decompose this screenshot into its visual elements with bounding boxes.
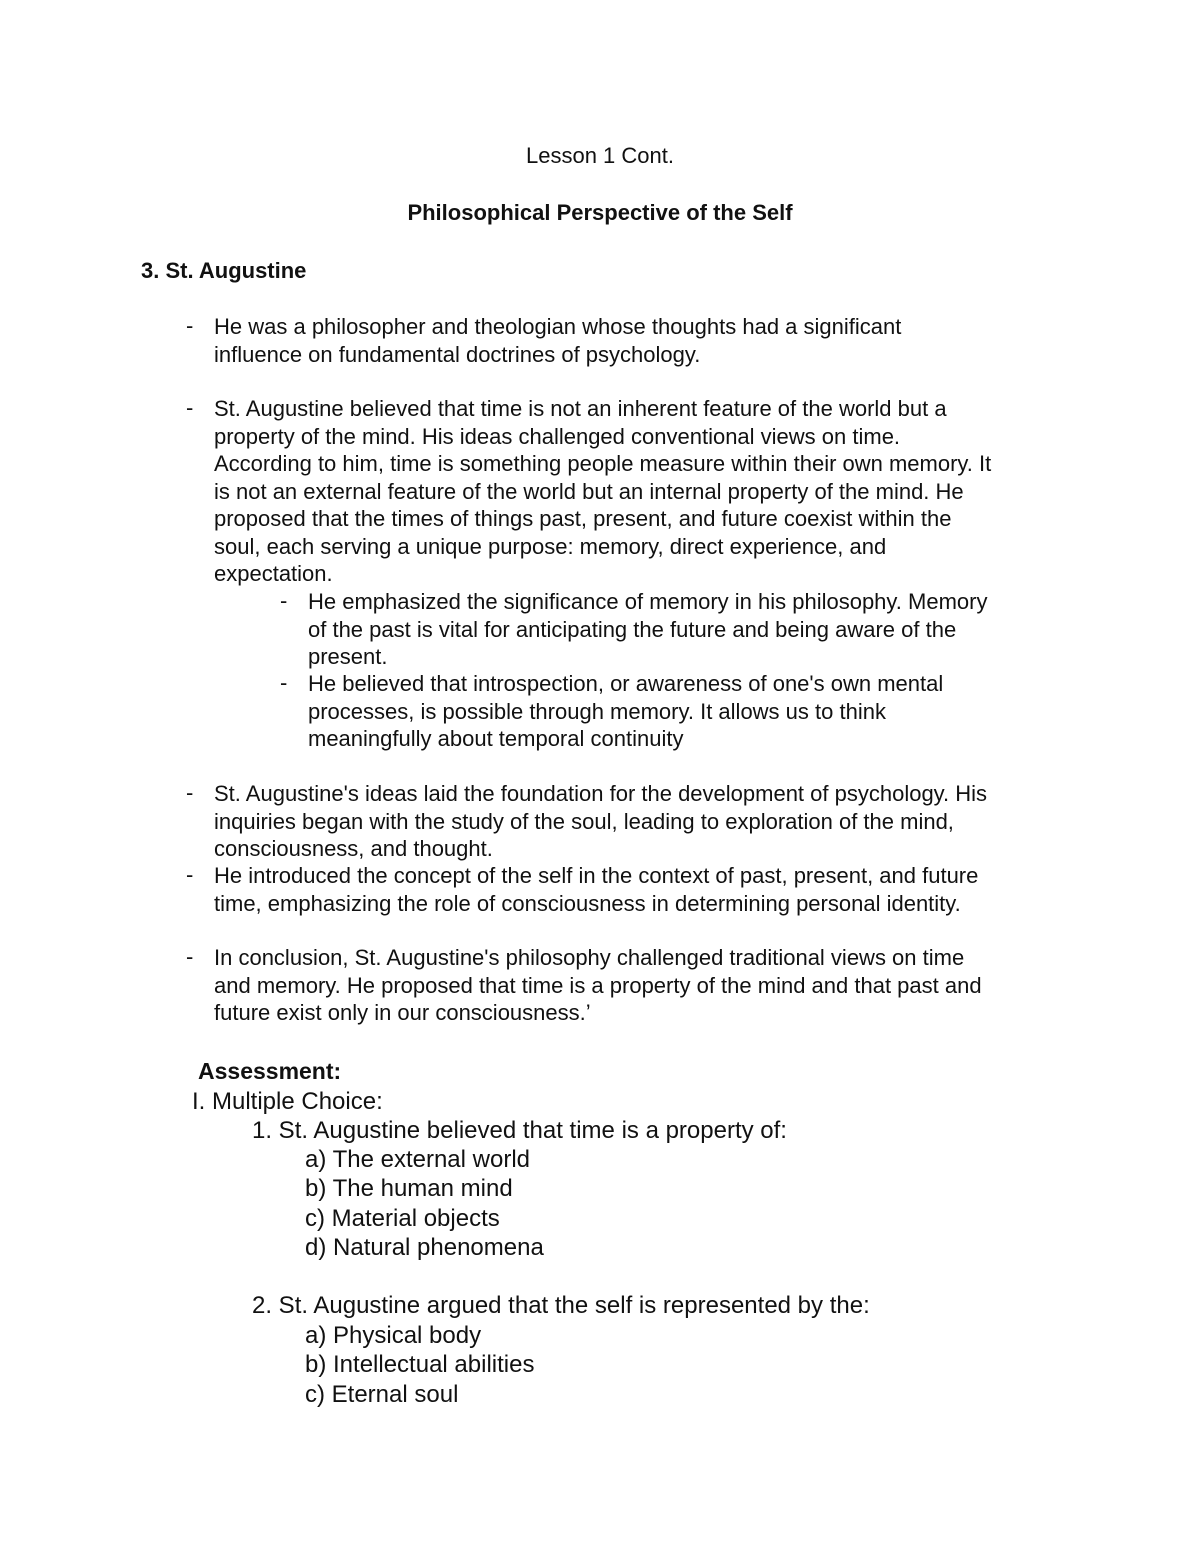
- bullet-line: and memory. He proposed that time is a property of the mind and that past and: [214, 972, 982, 998]
- bullet-line: property of the mind. His ideas challenged conventional views on time.: [214, 423, 901, 449]
- lesson-label: Lesson 1 Cont.: [526, 143, 674, 168]
- bullet-line: meaningfully about temporal continuity: [308, 726, 684, 751]
- bullet-line: According to him, time is something people measure within their own memory. It: [214, 451, 992, 476]
- dash-marker: -: [186, 395, 194, 420]
- bullet-item: [186, 862, 979, 917]
- sub-bullet-item: [280, 670, 944, 753]
- bullet-line: of the past is vital for anticipating the future and being aware of the: [308, 616, 957, 642]
- dash-marker: -: [186, 862, 194, 887]
- question-2-option: c) Eternal soul: [305, 1381, 459, 1408]
- bullet-item: [186, 944, 982, 1027]
- bullet-line: future exist only in our consciousness.’: [214, 1000, 591, 1025]
- dash-marker: -: [280, 588, 288, 613]
- question-2: 2. St. Augustine argued that the self is represented by the:: [252, 1292, 870, 1319]
- dash-marker: -: [186, 780, 194, 805]
- bullet-item: [186, 780, 988, 863]
- bullet-line: inquiries began with the study of the soul, leading to exploration of the mind,: [214, 808, 954, 834]
- dash-marker: -: [186, 313, 194, 338]
- section-heading: 3. St. Augustine: [141, 258, 307, 283]
- bullet-line: time, emphasizing the role of consciousness in determining personal identity.: [214, 890, 961, 916]
- bullet-line: proposed that the times of things past, present, and future coexist within the: [214, 506, 952, 531]
- bullet-line: He introduced the concept of the self in the context of past, present, and future: [214, 863, 979, 888]
- bullet-line: soul, each serving a unique purpose: memory, direct experience, and: [214, 533, 887, 559]
- bullet-line: He believed that introspection, or awareness of one's own mental: [308, 671, 944, 696]
- bullet-line: St. Augustine believed that time is not an inherent feature of the world but a: [214, 396, 947, 421]
- question-2-option: b) Intellectual abilities: [305, 1351, 535, 1378]
- multiple-choice-heading: I. Multiple Choice:: [192, 1088, 383, 1115]
- bullet-line: present.: [308, 644, 388, 669]
- bullet-line: expectation.: [214, 561, 333, 586]
- assessment-title: Assessment:: [198, 1058, 342, 1084]
- bullet-line: influence on fundamental doctrines of psychology.: [214, 341, 701, 367]
- question-1-option: b) The human mind: [305, 1175, 513, 1202]
- question-2-option: a) Physical body: [305, 1322, 482, 1349]
- bullet-line: processes, is possible through memory. It allows us to think: [308, 698, 886, 724]
- sub-bullet-item: [280, 588, 988, 671]
- question-1-option: d) Natural phenomena: [305, 1234, 544, 1261]
- question-1-option: a) The external world: [305, 1146, 530, 1173]
- question-1: 1. St. Augustine believed that time is a property of:: [252, 1117, 787, 1144]
- document-title: Philosophical Perspective of the Self: [407, 200, 793, 225]
- bullet-line: is not an external feature of the world but an internal property of the mind. He: [214, 478, 964, 504]
- question-1-option: c) Material objects: [305, 1205, 500, 1232]
- bullet-line: consciousness, and thought.: [214, 836, 493, 861]
- dash-marker: -: [186, 944, 194, 969]
- dash-marker: -: [280, 670, 288, 695]
- bullet-line: He emphasized the significance of memory in his philosophy. Memory: [308, 589, 988, 614]
- bullet-line: He was a philosopher and theologian whose thoughts had a significant: [214, 314, 902, 339]
- bullet-line: St. Augustine's ideas laid the foundation for the development of psychology. His: [214, 781, 988, 806]
- bullet-item: [186, 395, 992, 588]
- bullet-line: In conclusion, St. Augustine's philosophy challenged traditional views on time: [214, 945, 965, 970]
- bullet-item: [186, 313, 902, 368]
